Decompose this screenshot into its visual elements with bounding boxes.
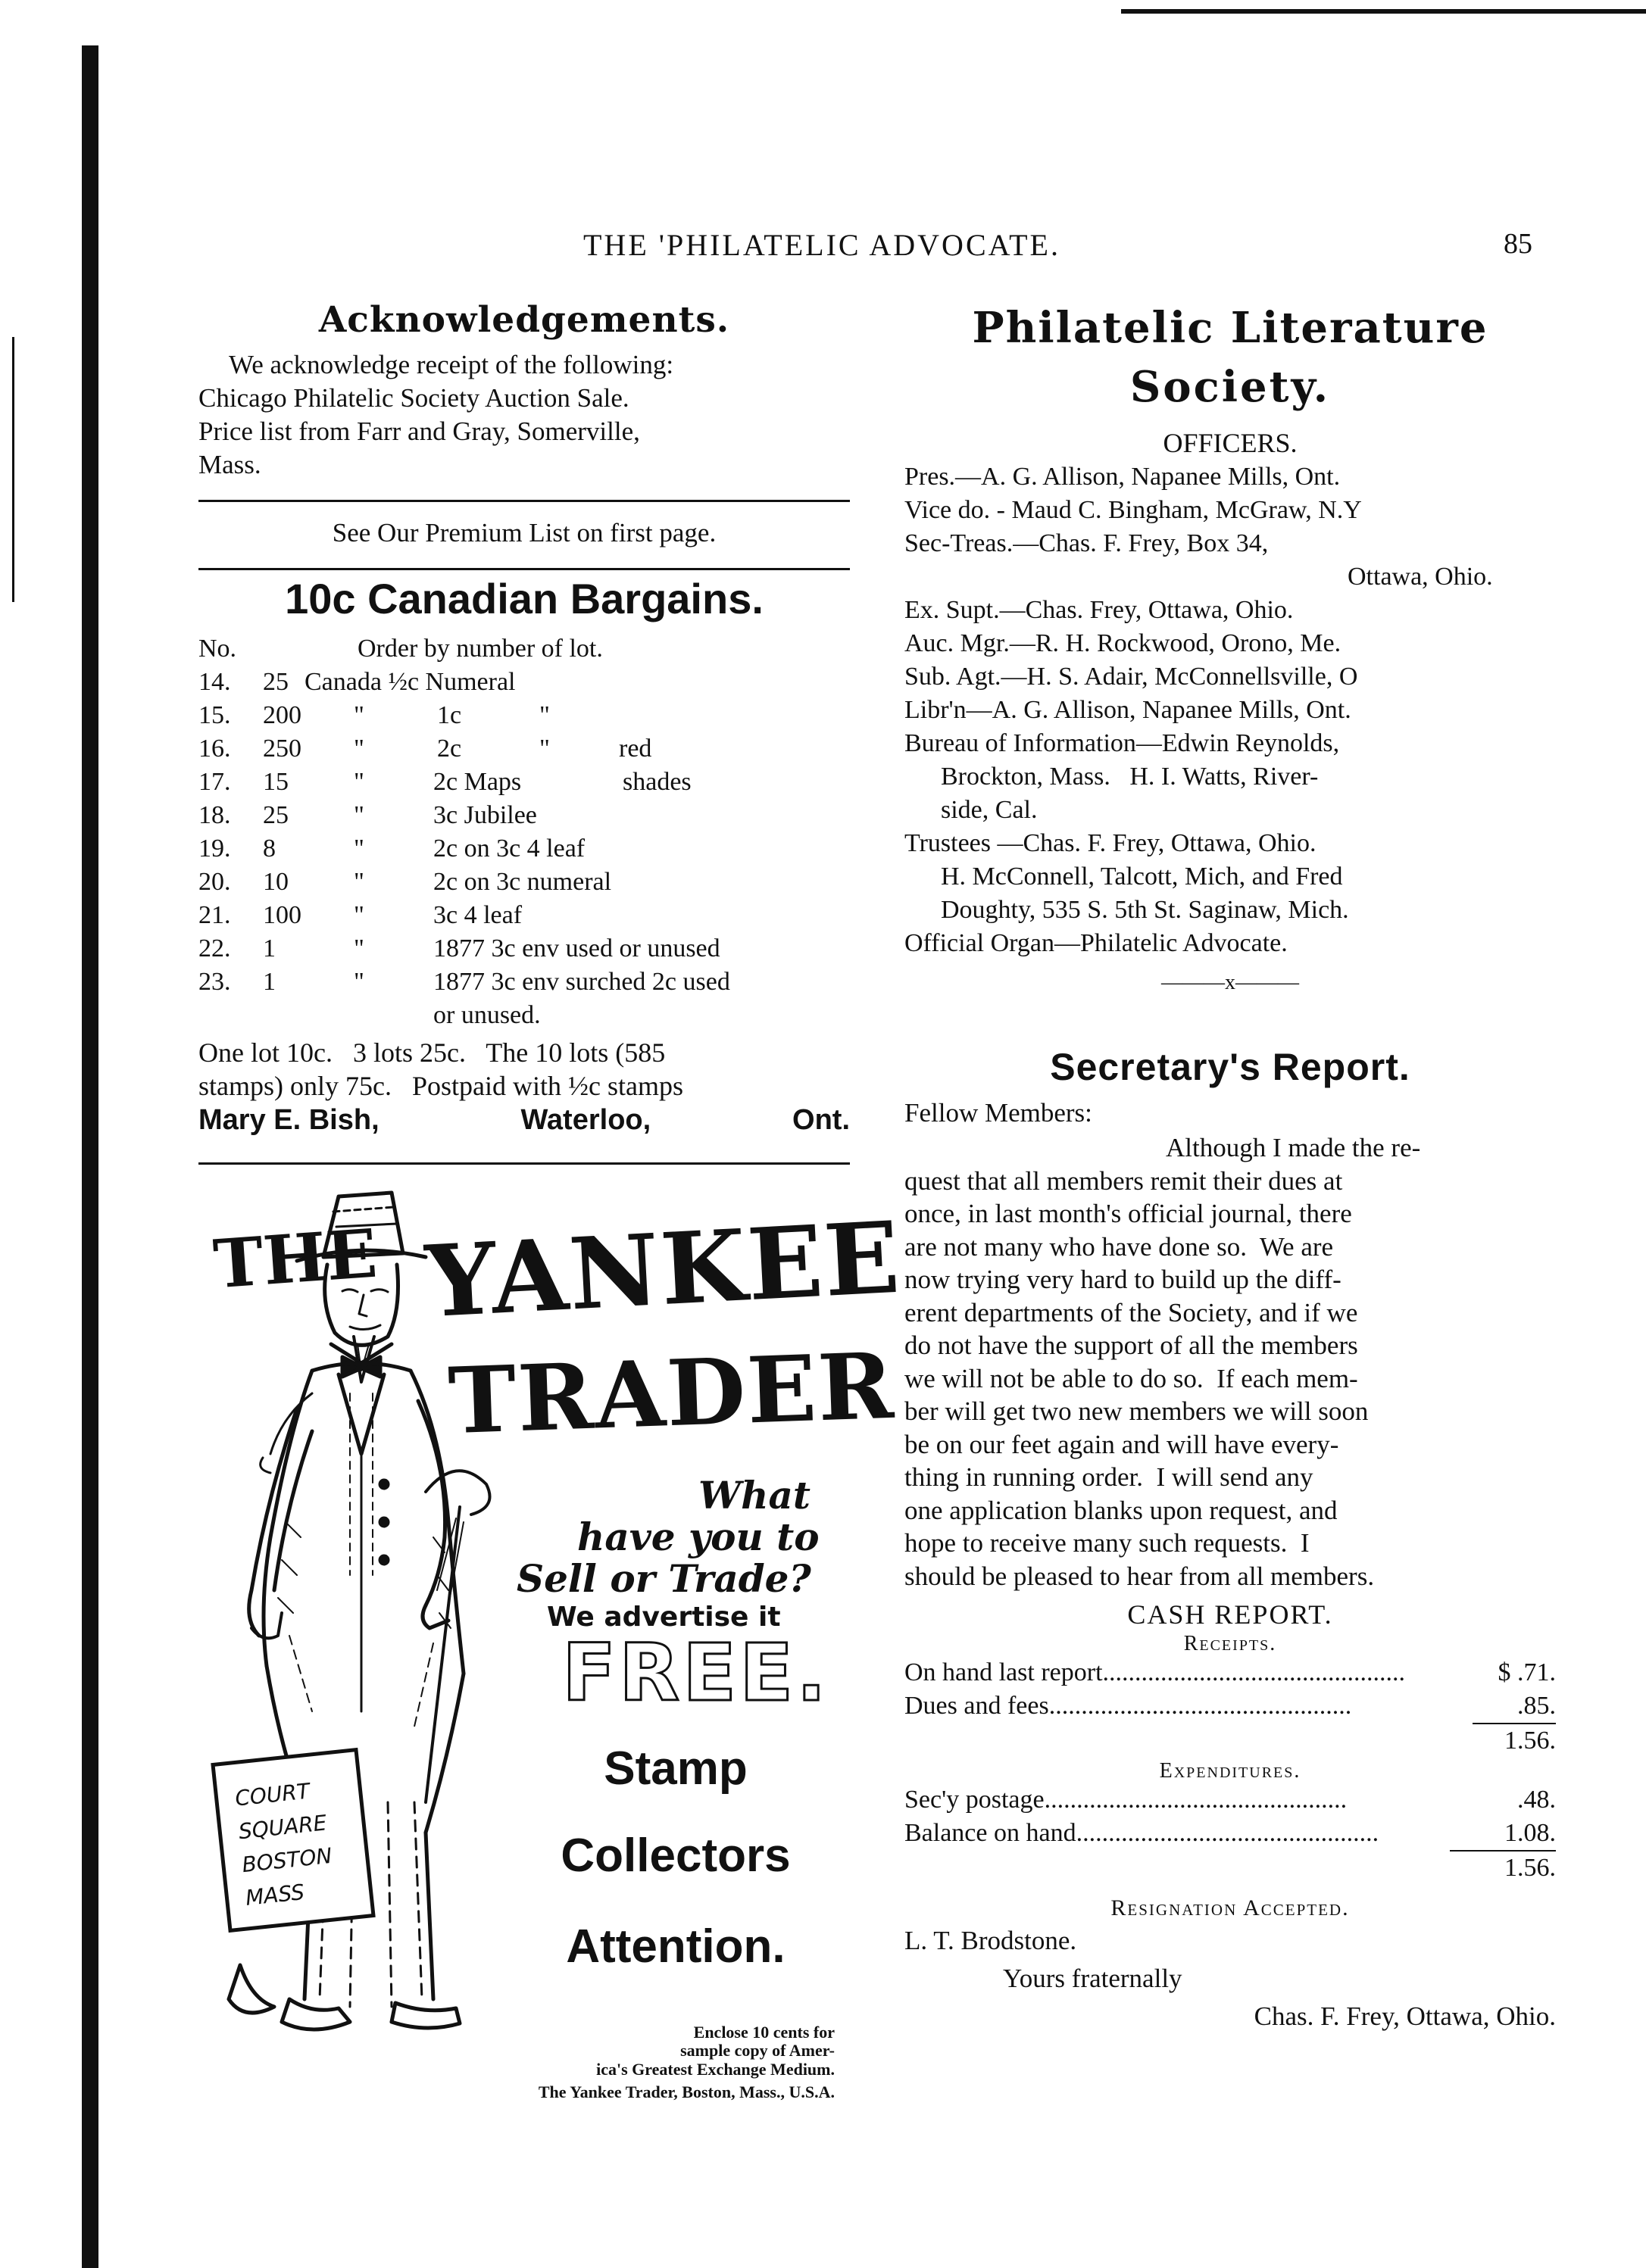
ad-title-the: THE [211,1213,380,1304]
lot-row: 18. 25 " 3c Jubilee [198,801,537,829]
receipts-heading: Receipts. [1183,1632,1277,1655]
lot-row: 21. 100 " 3c 4 leaf [198,901,523,929]
ad-free: FREE. [562,1627,829,1719]
top-right-rule [1121,9,1646,14]
report-paragraph: Although I made the re- quest that all members remit their dues at once, in last month's official journal, there are not many who have done so. We are now trying very hard to build up the diff- erent departments of the Society, and if we do not have the support of all the members we will not be able to do so. If each mem- ber will get two new members we will soon be on our feet again and will have every- thing in running order. I will send any one application blanks upon request, and hope to receive many such requests. I should be pleased to hear from all members. [904,1133,1421,1591]
report-heading: Secretary's Report. [1050,1046,1410,1088]
ad-enclose: Enclose 10 cents for sample copy of Amer- [680,2023,835,2060]
officer-line: Ex. Supt.—Chas. Frey, Ottawa, Ohio. [904,596,1294,624]
receipt-row: On hand last report ............................................... $ .71. [904,1658,1556,1686]
expenditures-total: 1.56. [1504,1854,1556,1882]
col-no-header: No. [198,635,237,663]
officer-line: Doughty, 535 S. 5th St. Saginaw, Mich. [941,896,1349,924]
society-heading-2: Society. [1129,362,1331,412]
yankee-trader-ad [198,1181,904,2113]
secretary-report [904,1045,1556,2032]
ad-address: The Yankee Trader, Boston, Mass., U.S.A. [538,2082,835,2101]
ack-line: Chicago Philatelic Society Auction Sale. [198,383,629,413]
seller-name: Mary E. Bish, [198,1104,379,1136]
closing: Yours fraternally [1003,1964,1182,1993]
divider [198,500,850,502]
officer-line: Bureau of Information—Edwin Reynolds, [904,729,1340,757]
bag-label: COURT SQUARE BOSTON MASS [233,1778,333,1911]
ad-stamp: Stamp [604,1742,748,1795]
signature: Chas. F. Frey, Ottawa, Ohio. [1254,2001,1556,2031]
ad-have-you: have you to [577,1515,820,1559]
pricing-line: One lot 10c. 3 lots 25c. The 10 lots (585 [198,1037,666,1068]
officer-line: Brockton, Mass. H. I. Watts, River- [941,763,1319,791]
lot-row: 19. 8 " 2c on 3c 4 leaf [198,835,586,863]
expenditure-row: Sec'y postage ............................................... .48. [904,1786,1556,1814]
running-title: THE 'PHILATELIC ADVOCATE. [583,228,1060,262]
officer-line: Sec-Treas.—Chas. F. Frey, Box 34, [904,529,1269,557]
ad-what: What [698,1473,811,1518]
lot-row: 22. 1 " 1877 3c env used or unused [198,934,720,962]
seller-city: Waterloo, [520,1104,651,1136]
premium-note: See Our Premium List on first page. [332,518,717,548]
ack-line: Price list from Farr and Gray, Somerville, [198,416,640,446]
receipts-total: 1.56. [1473,1723,1556,1758]
officer-line: Vice do. - Maud C. Bingham, McGraw, N.Y [904,496,1362,524]
separator: ———x——— [1161,971,1299,994]
society-section [904,303,1556,995]
ad-title-yankee: YANKEE [423,1199,904,1340]
expenditures-table [904,1783,1556,1885]
ad-attention: Attention. [566,1920,786,1973]
ad-collectors: Collectors [561,1830,791,1882]
pricing-line: stamps) only 75c. Postpaid with ½c stamps [198,1071,683,1101]
ad-enclose-3: ica's Greatest Exchange Medium. [596,2060,835,2079]
receipts-table [904,1656,1556,1758]
officer-line: Official Organ—Philatelic Advocate. [904,929,1288,957]
officer-line: side, Cal. [941,796,1038,824]
ad-title-trader: TRADER [446,1332,897,1455]
cash-report-heading: CASH REPORT. [1127,1599,1333,1630]
lot-row: 20. 10 " 2c on 3c numeral [198,868,612,896]
salutation: Fellow Members: [904,1098,1092,1128]
seller-line [198,1104,850,1137]
lot-row: 14. 25 Canada ½c Numeral [198,668,516,696]
lot23-continuation: or unused. [433,1001,541,1029]
society-heading: Philatelic Literature [972,303,1488,353]
col-order-header: Order by number of lot. [358,635,603,663]
officer-line: Auc. Mgr.—R. H. Rockwood, Orono, Me. [904,629,1341,657]
divider [198,568,850,570]
divider [198,1162,850,1165]
ack-line: Mass. [198,450,261,479]
left-edge-mark [12,337,14,602]
officer-line: Ottawa, Ohio. [1348,563,1493,591]
lot-row: 15. 200 " 1c " [198,701,550,729]
acknowledgements-heading: Acknowledgements. [318,299,730,341]
officer-line: H. McConnell, Talcott, Mich, and Fred [941,863,1343,891]
ad-sell-trade: Sell or Trade? [517,1556,811,1601]
seller-province: Ont. [792,1104,850,1136]
expenditure-row: Balance on hand ............................................... 1.08. [904,1817,1556,1852]
officer-line: Trustees —Chas. F. Frey, Ottawa, Ohio. [904,829,1316,857]
ack-line: We acknowledge receipt of the following: [229,350,674,379]
page-number: 85 [1504,228,1532,260]
officer-line: Pres.—A. G. Allison, Napanee Mills, Ont. [904,463,1341,491]
bargains-table [198,635,850,1137]
lot-row: 23. 1 " 1877 3c env surched 2c used [198,968,730,996]
lot-row: 17. 15 " 2c Maps shades [198,768,692,796]
left-margin-bar [82,45,98,2268]
officer-line: Sub. Agt.—H. S. Adair, McConnellsville, O [904,663,1358,691]
lot-row: 16. 250 " 2c " red [198,735,652,763]
resignation-heading: Resignation Accepted. [1110,1895,1350,1920]
officers-heading: OFFICERS. [1163,428,1298,458]
expenditures-heading: Expenditures. [1159,1759,1301,1783]
officer-line: Libr'n—A. G. Allison, Napanee Mills, Ont. [904,696,1351,724]
resignation-name: L. T. Brodstone. [904,1926,1077,1955]
bargains-heading: 10c Canadian Bargains. [285,575,764,622]
officers-list [904,460,1556,960]
acknowledgements-section [198,299,850,482]
ad-we-advertise: We advertise it [547,1602,781,1633]
receipt-row: Dues and fees ............................................... .85. [904,1692,1556,1720]
